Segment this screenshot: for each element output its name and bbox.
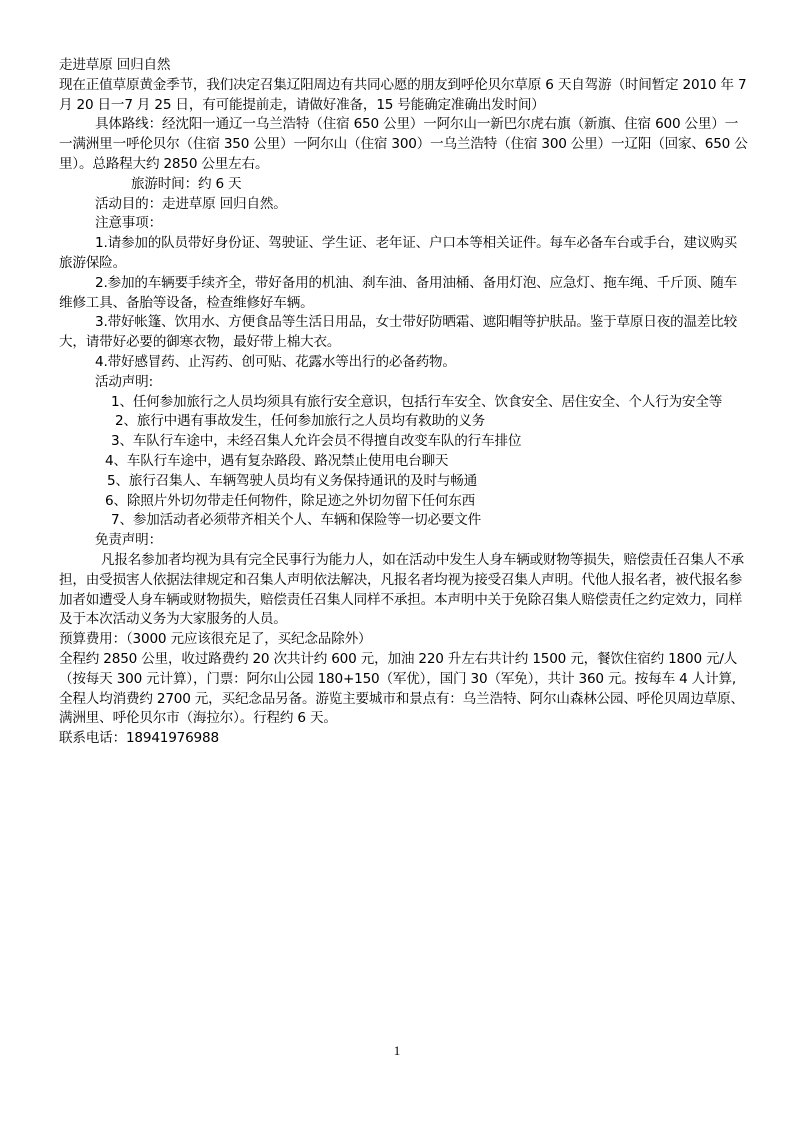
statement-heading: 活动声明: xyxy=(95,373,153,390)
disclaimer-heading: 免责声明： xyxy=(95,532,162,549)
note-item: 2.参加的车辆要手续齐全，带好备用的机油、刹车油、备用油桶、备用灯泡、应急灯、拖车绳、千斤顶、随车维修工具、备胎等设备，检查维修好车辆。 xyxy=(59,274,738,311)
document-title: 走进草原 回归自然 xyxy=(59,57,171,73)
duration-line: 旅游时间：约 6 天 xyxy=(131,175,242,192)
statement-item: 2、旅行中遇有事故发生，任何参加旅行之人员均有救助的义务 xyxy=(115,413,486,430)
statement-item: 1、任何参加旅行之人员均须具有旅行安全意识，包括行车安全、饮食安全、居住安全、个人行为安全等 xyxy=(111,393,723,410)
intro-paragraph: 现在正值草原黄金季节，我们决定召集辽阳周边有共同心愿的朋友到呼伦贝尔草原 6 天自驾游（时间暂定 2010 年 7 月 20 日一7 月 25 日，有可能提前走，请做好准备，15 号能确定准确出发时间） xyxy=(59,76,747,113)
purpose-line: 活动目的：走进草原 回归自然。 xyxy=(95,195,287,212)
notes-heading: 注意事项： xyxy=(95,215,162,232)
note-item: 4.带好感冒药、止泻药、创可贴、花露水等出行的必备药物。 xyxy=(95,353,456,370)
route-paragraph: 具体路线：经沈阳一通辽一乌兰浩特（住宿 650 公里）一阿尔山一新巴尔虎右旗（新旗、住宿 600 公里）一一满洲里一呼伦贝尔（住宿 350 公里）一阿尔山（住宿 300）一乌兰浩特（住宿 300 公里）一辽阳（回家、650 公里）。总路程大约 2850 公里左右。 xyxy=(59,116,748,172)
budget-heading: 预算费用：（3000 元应该很充足了，买纪念品除外） xyxy=(59,631,372,648)
statement-item: 7、参加活动者必须带齐相关个人、车辆和保险等一切必要文件 xyxy=(111,512,482,529)
statement-item: 4、车队行车途中，遇有复杂路段、路况禁止使用电台聊天 xyxy=(105,452,449,469)
budget-paragraph: 全程约 2850 公里，收过路费约 20 次共计约 600 元，加油 220 升左右共计约 1500 元，餐饮住宿约 1800 元/人（按每天 300 元计算），门票：阿尔山公园 180+150（军优），国门 30（军免），共计 360 元。按每车 4 人计算,全程人均消费约 2700 元，买纪念品另备。游览主要城市和景点有：乌兰浩特、阿尔山森林公园、呼伦贝周边草原、满洲里、呼伦贝尔市（海拉尔）。行程约 6 天。 xyxy=(59,650,744,727)
contact-line: 联系电话：18941976988 xyxy=(59,730,219,747)
statement-item: 3、车队行车途中，未经召集人允许会员不得擅自改变车队的行车排位 xyxy=(111,433,522,450)
document-body xyxy=(59,56,749,749)
statement-item: 5、旅行召集人、车辆驾驶人员均有义务保持通讯的及时与畅通 xyxy=(107,472,478,489)
note-item: 3.带好帐篷、饮用水、方便食品等生活日用品，女士带好防晒霜、遮阳帽等护肤品。鉴于草原日夜的温差比较大，请带好必要的御寒衣物，最好带上棉大衣。 xyxy=(59,314,738,351)
note-item: 1.请参加的队员带好身份证、驾驶证、学生证、老年证、户口本等相关证件。每车必备车台或手台，建议购买旅游保险。 xyxy=(59,235,738,271)
statement-item: 6、除照片外切勿带走任何物件，除足迹之外切勿留下任何东西 xyxy=(105,492,476,509)
page-number: 1 xyxy=(393,1043,401,1058)
disclaimer-paragraph: 凡报名参加者均视为具有完全民事行为能力人，如在活动中发生人身车辆或财物等损失，赔偿责任召集人不承担，由受损害人依据法律规定和召集人声明依法解决，凡报名者均视为接受召集人声明。代他人报名者，被代报名参加者如遭受人身车辆或财物损失，赔偿责任召集人同样不承担。本声明中关于免除召集人赔偿责任之约定效力，同样及于本次活动义务为大家服务的人员。 xyxy=(59,551,744,628)
